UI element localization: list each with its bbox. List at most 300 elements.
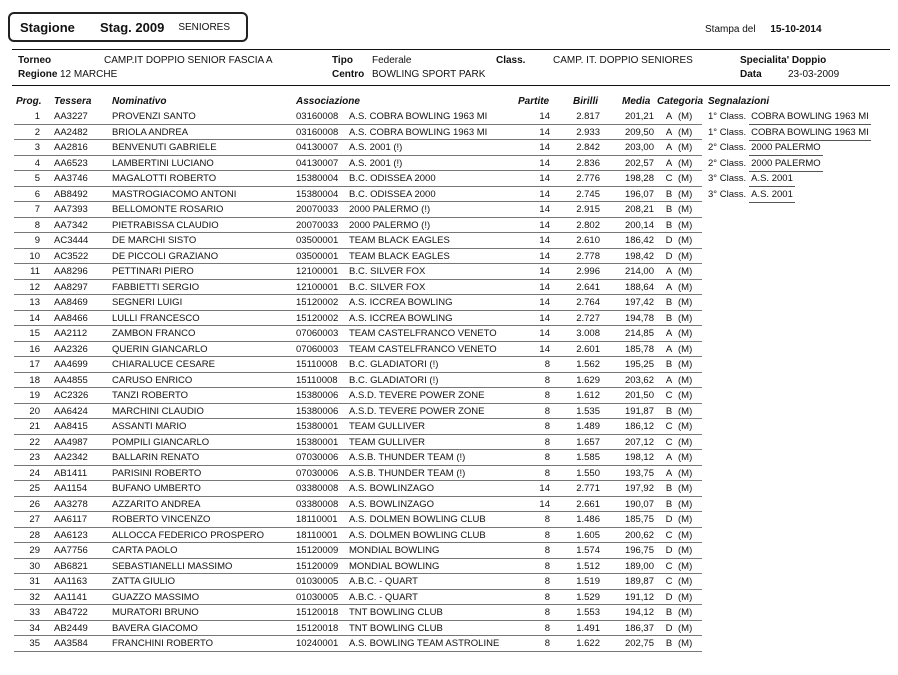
- row-prog: 19: [29, 390, 40, 401]
- row-birilli: 1.562: [576, 359, 600, 370]
- col-categoria: Categoria: [657, 96, 704, 107]
- row-partite: 8: [544, 390, 550, 401]
- row-tessera: AA8466: [54, 312, 88, 324]
- row-prog: 34: [29, 622, 40, 634]
- row-associazione: B.C. GLADIATORI (!): [349, 374, 439, 386]
- row-nominativo: PROVENZI SANTO: [112, 111, 196, 122]
- row-prog: 10: [29, 250, 40, 262]
- col-tessera: Tessera: [54, 96, 92, 107]
- table-row: [0, 295, 898, 311]
- row-partite: 8: [544, 467, 550, 479]
- row-associazione: MONDIAL BOWLING: [349, 560, 440, 572]
- row-codice: 03500001: [296, 250, 339, 262]
- row-partite: 14: [539, 173, 550, 184]
- row-media: 198,42: [624, 250, 654, 262]
- row-nominativo: CHIARALUCE CESARE: [112, 359, 215, 370]
- row-partite: 14: [539, 297, 550, 308]
- row-segnalazione: [708, 125, 871, 141]
- row-codice: 04130007: [296, 142, 339, 153]
- row-prog: 6: [34, 188, 40, 200]
- row-nominativo: MURATORI BRUNO: [112, 607, 199, 618]
- row-nominativo: BELLOMONTE ROSARIO: [112, 204, 224, 215]
- row-codice: 07030006: [296, 452, 339, 463]
- row-categoria: B: [665, 359, 673, 370]
- row-prog: 13: [29, 297, 40, 308]
- row-sesso: (M): [678, 622, 693, 634]
- row-partite: 8: [544, 560, 550, 572]
- row-birilli: 1.629: [576, 374, 600, 386]
- seg-class: 1° Class.: [708, 126, 747, 138]
- row-codice: 12100001: [296, 266, 339, 277]
- row-categoria: A: [665, 452, 673, 463]
- row-prog: 28: [29, 529, 40, 541]
- row-sesso: (M): [678, 405, 693, 417]
- row-codice: 07030006: [296, 467, 339, 479]
- table-row: [0, 249, 898, 265]
- row-tessera: AA2112: [54, 328, 88, 339]
- row-codice: 10240001: [296, 638, 339, 649]
- row-media: 189,00: [624, 560, 654, 572]
- col-prog: Prog.: [16, 96, 42, 107]
- print-date-label: Stampa del: [705, 24, 756, 35]
- table-row: [0, 636, 898, 652]
- row-prog: 24: [29, 467, 40, 479]
- row-prog: 35: [29, 638, 40, 649]
- row-media: 191,87: [624, 405, 654, 417]
- row-sesso: (M): [678, 467, 693, 479]
- season-box: [8, 12, 248, 42]
- row-tessera: AA3584: [54, 638, 88, 649]
- table-row: [0, 574, 898, 590]
- row-associazione: A.B.C. - QUART: [349, 591, 418, 603]
- row-categoria: D: [665, 545, 673, 556]
- row-categoria: A: [665, 328, 673, 339]
- row-tessera: AA3227: [54, 111, 88, 122]
- table-row: [0, 326, 898, 342]
- row-categoria: A: [665, 126, 673, 138]
- seg-class: 3° Class.: [708, 188, 747, 200]
- row-sesso: (M): [678, 359, 693, 370]
- row-associazione: A.S. BOWLINZAGO: [349, 483, 434, 494]
- row-nominativo: MASTROGIACOMO ANTONI: [112, 188, 237, 200]
- row-partite: 8: [544, 514, 550, 525]
- table-row: [0, 156, 898, 172]
- table-row: [0, 481, 898, 497]
- row-media: 208,21: [624, 204, 654, 215]
- row-sesso: (M): [678, 514, 693, 525]
- date-value: 23-03-2009: [788, 69, 840, 80]
- row-partite: 8: [544, 421, 550, 432]
- results-table: [0, 109, 898, 652]
- row-birilli: 2.601: [576, 343, 600, 355]
- row-prog: 2: [34, 126, 40, 138]
- row-associazione: A.S. DOLMEN BOWLING CLUB: [349, 514, 486, 525]
- row-associazione: A.S.D. TEVERE POWER ZONE: [349, 405, 485, 417]
- row-birilli: 2.933: [576, 126, 600, 138]
- row-prog: 22: [29, 436, 40, 448]
- row-nominativo: ZATTA GIULIO: [112, 576, 175, 587]
- row-sesso: (M): [678, 483, 693, 494]
- seg-value: 2000 PALERMO: [749, 156, 823, 172]
- row-tessera: AA2816: [54, 142, 88, 153]
- row-prog: 26: [29, 498, 40, 510]
- row-tessera: AB8492: [54, 188, 88, 200]
- row-nominativo: GUAZZO MASSIMO: [112, 591, 200, 603]
- row-tessera: AA2482: [54, 126, 88, 138]
- row-associazione: A.S.D. TEVERE POWER ZONE: [349, 390, 485, 401]
- row-birilli: 3.008: [576, 328, 600, 339]
- row-codice: 03160008: [296, 111, 339, 122]
- row-categoria: B: [665, 204, 673, 215]
- row-tessera: AA8469: [54, 297, 88, 308]
- center-label: Centro: [332, 69, 365, 80]
- row-categoria: C: [665, 390, 673, 401]
- row-associazione: TNT BOWLING CLUB: [349, 607, 443, 618]
- row-associazione: TEAM BLACK EAGLES: [349, 235, 450, 246]
- row-associazione: A.S. ICCREA BOWLING: [349, 297, 453, 308]
- row-partite: 8: [544, 638, 550, 649]
- speciality-label: Specialita' Doppio: [740, 55, 827, 66]
- row-categoria: D: [665, 514, 673, 525]
- row-media: 186,37: [624, 622, 654, 634]
- row-sesso: (M): [678, 591, 693, 603]
- row-tessera: AA6523: [54, 157, 88, 169]
- col-birilli: Birilli: [573, 96, 599, 107]
- row-categoria: A: [665, 343, 673, 355]
- row-media: 200,62: [624, 529, 654, 541]
- row-birilli: 2.836: [576, 157, 600, 169]
- row-birilli: 1.491: [576, 622, 600, 634]
- row-tessera: AA6424: [54, 405, 88, 417]
- row-media: 198,12: [624, 452, 654, 463]
- row-media: 209,50: [624, 126, 654, 138]
- row-categoria: B: [665, 297, 673, 308]
- row-birilli: 1.612: [576, 390, 600, 401]
- table-row: [0, 202, 898, 218]
- row-nominativo: BAVERA GIACOMO: [112, 622, 198, 634]
- row-birilli: 2.745: [576, 188, 600, 200]
- row-media: 186,42: [624, 235, 654, 246]
- class-label: Class.: [496, 55, 526, 66]
- row-birilli: 2.641: [576, 281, 600, 293]
- row-categoria: B: [665, 498, 673, 510]
- row-categoria: C: [665, 421, 673, 432]
- row-nominativo: PETTINARI PIERO: [112, 266, 194, 277]
- row-associazione: A.S. BOWLING TEAM ASTROLINE: [349, 638, 500, 649]
- center-value: BOWLING SPORT PARK: [372, 69, 486, 80]
- header-top-rule: [12, 49, 890, 50]
- table-row: [0, 373, 898, 389]
- row-prog: 1: [34, 111, 40, 122]
- row-associazione: A.S. BOWLINZAGO: [349, 498, 434, 510]
- row-associazione: TEAM CASTELFRANCO VENETO: [349, 328, 497, 339]
- row-codice: 01030005: [296, 576, 339, 587]
- row-prog: 14: [29, 312, 40, 324]
- row-birilli: 2.776: [576, 173, 600, 184]
- row-sesso: (M): [678, 545, 693, 556]
- row-media: 198,28: [624, 173, 654, 184]
- row-partite: 14: [539, 126, 550, 138]
- row-sesso: (M): [678, 142, 693, 153]
- row-categoria: D: [665, 622, 673, 634]
- col-associazione: Associazione: [296, 96, 360, 107]
- row-sesso: (M): [678, 250, 693, 262]
- row-sesso: (M): [678, 157, 693, 169]
- row-birilli: 1.605: [576, 529, 600, 541]
- row-tessera: AA8297: [54, 281, 88, 293]
- row-categoria: C: [665, 576, 673, 587]
- row-codice: 15120018: [296, 622, 339, 634]
- col-partite: Partite: [518, 96, 550, 107]
- row-tessera: AA4987: [54, 436, 88, 448]
- row-tessera: AA3278: [54, 498, 88, 510]
- row-segnalazione: [708, 187, 795, 203]
- row-categoria: C: [665, 560, 673, 572]
- row-codice: 15380001: [296, 421, 339, 432]
- row-sesso: (M): [678, 312, 693, 324]
- row-tessera: AA8415: [54, 421, 88, 432]
- row-media: 202,75: [624, 638, 654, 649]
- row-categoria: A: [665, 467, 673, 479]
- row-nominativo: CARTA PAOLO: [112, 545, 178, 556]
- row-codice: 18110001: [296, 529, 338, 541]
- seg-class: 1° Class.: [708, 111, 747, 122]
- row-nominativo: AZZARITO ANDREA: [112, 498, 201, 510]
- row-nominativo: MARCHINI CLAUDIO: [112, 405, 204, 417]
- row-sesso: (M): [678, 436, 693, 448]
- row-sesso: (M): [678, 173, 693, 184]
- row-tessera: AA7342: [54, 219, 88, 231]
- row-associazione: TEAM BLACK EAGLES: [349, 250, 450, 262]
- row-associazione: TEAM CASTELFRANCO VENETO: [349, 343, 497, 355]
- row-media: 200,14: [624, 219, 654, 231]
- col-nominativo: Nominativo: [112, 96, 167, 107]
- row-tessera: AB6821: [54, 560, 88, 572]
- row-media: 188,64: [624, 281, 654, 293]
- row-sesso: (M): [678, 281, 693, 293]
- table-row: [0, 233, 898, 249]
- row-codice: 15380004: [296, 173, 339, 184]
- row-partite: 14: [539, 483, 550, 494]
- tournament-value: CAMP.IT DOPPIO SENIOR FASCIA A: [104, 55, 273, 66]
- row-birilli: 1.489: [576, 421, 600, 432]
- row-categoria: A: [665, 111, 673, 122]
- row-codice: 03500001: [296, 235, 339, 246]
- row-prog: 7: [34, 204, 40, 215]
- row-birilli: 1.519: [576, 576, 600, 587]
- row-tessera: AA2326: [54, 343, 88, 355]
- row-associazione: B.C. SILVER FOX: [349, 266, 426, 277]
- row-media: 202,57: [624, 157, 654, 169]
- row-segnalazione: [708, 109, 871, 125]
- row-sesso: (M): [678, 498, 693, 510]
- row-tessera: AA4699: [54, 359, 88, 370]
- table-row: [0, 187, 898, 203]
- row-associazione: A.S.B. THUNDER TEAM (!): [349, 467, 466, 479]
- row-birilli: 1.535: [576, 405, 600, 417]
- row-prog: 12: [29, 281, 40, 293]
- row-associazione: B.C. ODISSEA 2000: [349, 173, 436, 184]
- seg-class: 3° Class.: [708, 173, 747, 184]
- row-prog: 5: [34, 173, 40, 184]
- row-prog: 31: [29, 576, 40, 587]
- row-sesso: (M): [678, 607, 693, 618]
- row-prog: 9: [34, 235, 40, 246]
- type-value: Federale: [372, 55, 412, 66]
- row-segnalazione: [708, 156, 823, 172]
- row-partite: 14: [539, 266, 550, 277]
- row-associazione: A.S. DOLMEN BOWLING CLUB: [349, 529, 486, 541]
- row-associazione: 2000 PALERMO (!): [349, 204, 431, 215]
- row-birilli: 1.657: [576, 436, 600, 448]
- row-categoria: B: [665, 405, 673, 417]
- row-prog: 18: [29, 374, 40, 386]
- row-codice: 01030005: [296, 591, 339, 603]
- tournament-label: Torneo: [18, 55, 52, 66]
- row-prog: 17: [29, 359, 40, 370]
- row-partite: 14: [539, 188, 550, 200]
- row-sesso: (M): [678, 638, 693, 649]
- row-media: 194,78: [624, 312, 654, 324]
- row-media: 196,07: [624, 188, 654, 200]
- row-partite: 8: [544, 545, 550, 556]
- row-prog: 11: [30, 266, 40, 277]
- row-categoria: D: [665, 591, 673, 603]
- row-sesso: (M): [678, 204, 693, 215]
- row-codice: 15120002: [296, 297, 339, 308]
- row-codice: 03160008: [296, 126, 339, 138]
- table-row: [0, 497, 898, 513]
- seg-class: 2° Class.: [708, 157, 747, 169]
- row-associazione: 2000 PALERMO (!): [349, 219, 431, 231]
- row-tessera: AC2326: [54, 390, 89, 401]
- region-label: Regione: [18, 69, 58, 80]
- row-partite: 14: [539, 142, 550, 153]
- row-tessera: AA7393: [54, 204, 88, 215]
- row-birilli: 1.622: [576, 638, 600, 649]
- row-codice: 15380006: [296, 405, 339, 417]
- row-birilli: 2.915: [576, 204, 600, 215]
- row-media: 195,25: [624, 359, 654, 370]
- row-tessera: AA7756: [54, 545, 88, 556]
- row-partite: 8: [544, 374, 550, 386]
- row-prog: 3: [34, 142, 40, 153]
- row-partite: 8: [544, 452, 550, 463]
- row-segnalazione: [708, 171, 795, 187]
- row-sesso: (M): [678, 421, 693, 432]
- row-prog: 16: [29, 343, 40, 355]
- row-tessera: AB1411: [54, 467, 88, 479]
- row-nominativo: DE MARCHI SISTO: [112, 235, 197, 246]
- seg-value: 2000 PALERMO: [749, 140, 823, 156]
- row-birilli: 2.778: [576, 250, 600, 262]
- row-partite: 8: [544, 436, 550, 448]
- row-media: 203,62: [624, 374, 654, 386]
- table-row: [0, 171, 898, 187]
- row-media: 197,92: [624, 483, 654, 494]
- row-tessera: AC3522: [54, 250, 89, 262]
- season-label: Stagione: [20, 19, 75, 35]
- table-row: [0, 559, 898, 575]
- table-row: [0, 466, 898, 482]
- row-nominativo: TANZI ROBERTO: [112, 390, 189, 401]
- row-birilli: 1.486: [576, 514, 600, 525]
- row-nominativo: QUERIN GIANCARLO: [112, 343, 208, 355]
- row-prog: 15: [29, 328, 40, 339]
- table-row: [0, 342, 898, 358]
- row-associazione: B.C. ODISSEA 2000: [349, 188, 436, 200]
- row-associazione: B.C. SILVER FOX: [349, 281, 426, 293]
- row-sesso: (M): [678, 297, 693, 308]
- row-sesso: (M): [678, 328, 693, 339]
- row-codice: 15380006: [296, 390, 339, 401]
- row-categoria: C: [665, 436, 673, 448]
- row-media: 194,12: [624, 607, 654, 618]
- row-birilli: 1.553: [576, 607, 600, 618]
- seg-value: COBRA BOWLING 1963 MI: [749, 109, 871, 125]
- row-nominativo: MAGALOTTI ROBERTO: [112, 173, 217, 184]
- row-codice: 20070033: [296, 219, 339, 231]
- row-sesso: (M): [678, 111, 693, 122]
- row-partite: 8: [544, 622, 550, 634]
- row-sesso: (M): [678, 126, 693, 138]
- print-date: [705, 24, 822, 35]
- row-birilli: 1.529: [576, 591, 600, 603]
- class-value: CAMP. IT. DOPPIO SENIORES: [553, 55, 693, 66]
- row-prog: 8: [34, 219, 40, 231]
- row-partite: 14: [539, 312, 550, 324]
- row-sesso: (M): [678, 219, 693, 231]
- row-categoria: D: [665, 235, 673, 246]
- row-nominativo: SEGNERI LUIGI: [112, 297, 183, 308]
- row-media: 201,21: [624, 111, 654, 122]
- row-partite: 14: [539, 250, 550, 262]
- row-nominativo: PARISINI ROBERTO: [112, 467, 202, 479]
- row-nominativo: ASSANTI MARIO: [112, 421, 187, 432]
- row-sesso: (M): [678, 235, 693, 246]
- row-categoria: A: [665, 142, 673, 153]
- type-label: Tipo: [332, 55, 353, 66]
- row-media: 185,78: [624, 343, 654, 355]
- row-media: 201,50: [624, 390, 654, 401]
- row-birilli: 2.817: [576, 111, 600, 122]
- row-partite: 8: [544, 591, 550, 603]
- row-codice: 15110008: [296, 359, 338, 370]
- table-row: [0, 388, 898, 404]
- row-sesso: (M): [678, 576, 693, 587]
- row-categoria: A: [665, 157, 673, 169]
- row-media: 191,12: [624, 591, 654, 603]
- row-sesso: (M): [678, 390, 693, 401]
- row-associazione: A.S. 2001 (!): [349, 157, 403, 169]
- row-codice: 15380001: [296, 436, 339, 448]
- seg-class: 2° Class.: [708, 142, 747, 153]
- table-row: [0, 311, 898, 327]
- table-row: [0, 140, 898, 156]
- row-birilli: 2.802: [576, 219, 600, 231]
- region-value: 12 MARCHE: [60, 69, 118, 80]
- row-codice: 15120018: [296, 607, 339, 618]
- row-media: 197,42: [624, 297, 654, 308]
- row-divider: [14, 651, 702, 652]
- row-tessera: AB4722: [54, 607, 88, 618]
- row-tessera: AB2449: [54, 622, 88, 634]
- row-birilli: 2.771: [576, 483, 600, 494]
- row-nominativo: PIETRABISSA CLAUDIO: [112, 219, 219, 231]
- row-partite: 14: [539, 219, 550, 231]
- row-tessera: AA1163: [54, 576, 88, 587]
- row-sesso: (M): [678, 188, 693, 200]
